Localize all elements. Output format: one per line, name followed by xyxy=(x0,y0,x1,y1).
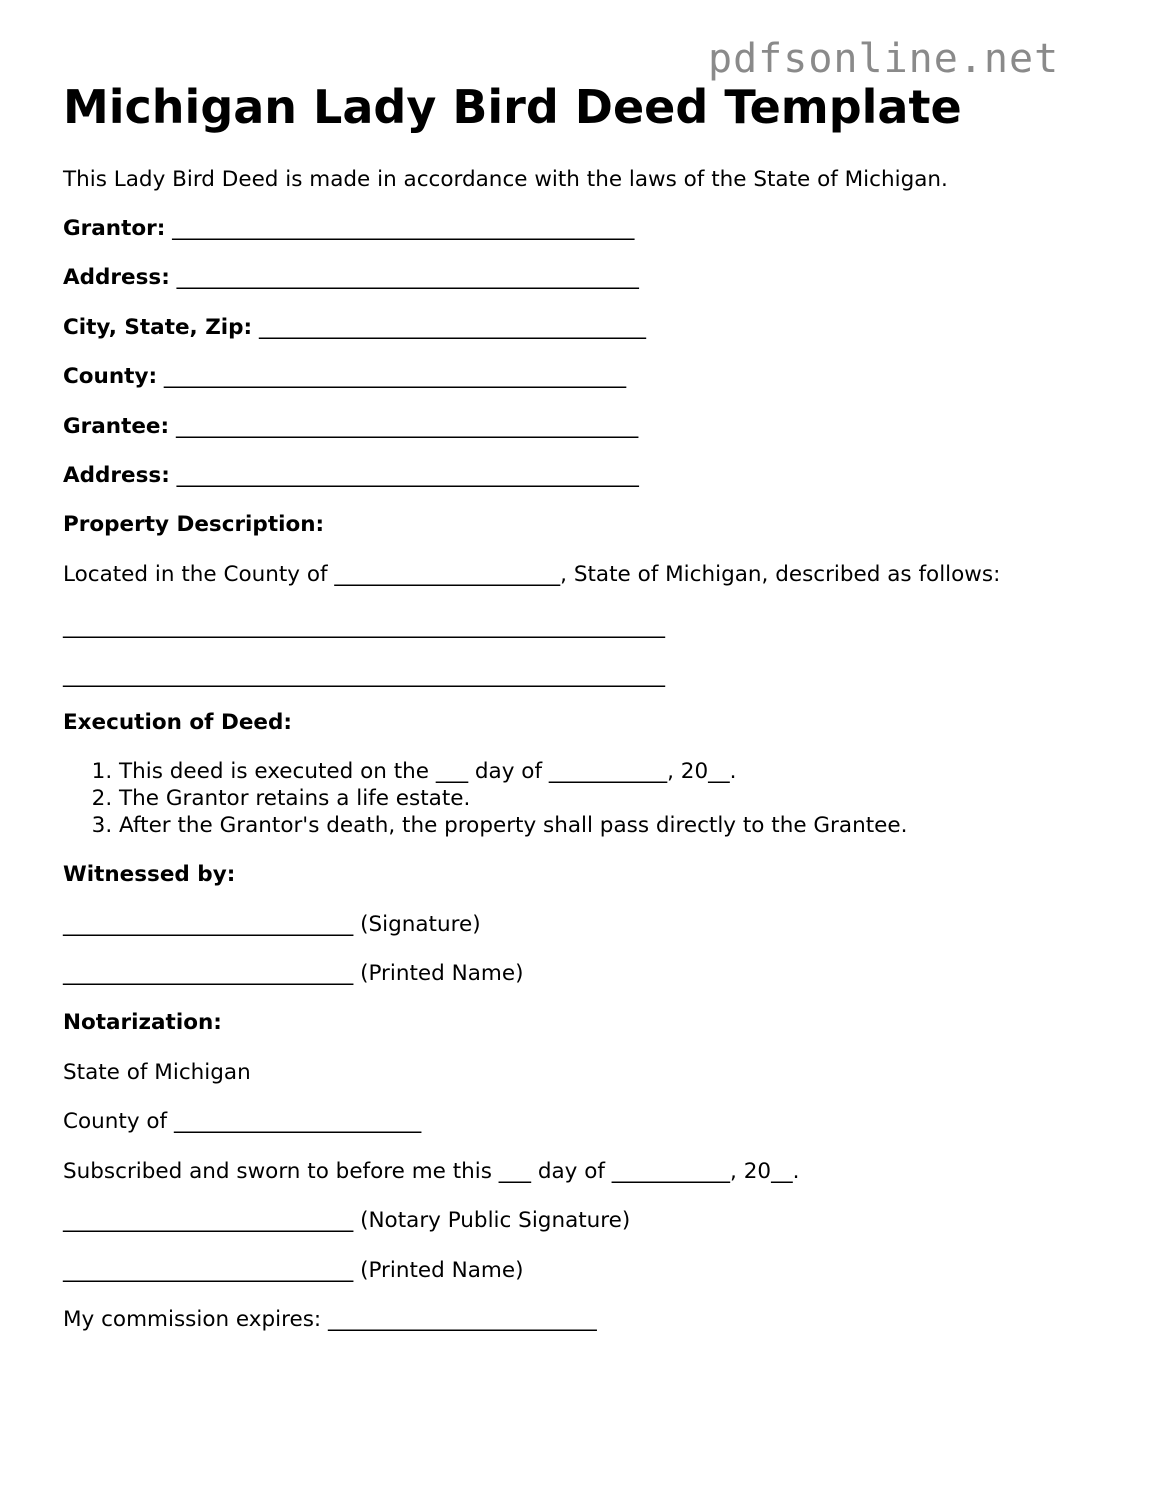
grantor-label: Grantor: xyxy=(63,216,166,241)
grantor-address-blank[interactable]: ___________________________________________ xyxy=(176,265,639,290)
county-blank[interactable]: ___________________________________________ xyxy=(163,364,627,389)
county-field[interactable] xyxy=(63,362,626,392)
commission-expires-line[interactable]: My commission expires: _________________________ xyxy=(63,1307,597,1332)
execution-item-2: 2. The Grantor retains a life estate. xyxy=(119,785,907,812)
grantee-field[interactable] xyxy=(63,412,638,442)
city-state-zip-field[interactable] xyxy=(63,313,646,343)
notary-printed-name-line[interactable]: ___________________________ (Printed Name) xyxy=(63,1258,524,1283)
property-located-text[interactable]: Located in the County of _____________________, State of Michigan, described as follows: xyxy=(63,562,1001,587)
execution-item-3: 3. After the Grantor's death, the property shall pass directly to the Grantee. xyxy=(119,812,907,839)
city-state-zip-blank[interactable]: ____________________________________ xyxy=(259,315,646,340)
execution-heading: Execution of Deed: xyxy=(63,710,293,735)
execution-item-1[interactable]: 1. This deed is executed on the ___ day of ___________, 20__. xyxy=(119,758,907,785)
property-description-heading: Property Description: xyxy=(63,512,325,537)
property-blank-line-2[interactable]: ________________________________________________________ xyxy=(63,663,665,688)
notary-signature-line[interactable]: ___________________________ (Notary Public Signature) xyxy=(63,1208,631,1233)
city-state-zip-label: City, State, Zip: xyxy=(63,315,253,340)
notary-sworn-line[interactable]: Subscribed and sworn to before me this ___ day of ___________, 20__. xyxy=(63,1159,800,1184)
county-label: County: xyxy=(63,364,158,389)
grantee-label: Grantee: xyxy=(63,414,170,439)
property-blank-line-1[interactable]: ________________________________________________________ xyxy=(63,614,665,639)
intro-text: This Lady Bird Deed is made in accordance with the laws of the State of Michigan. xyxy=(63,167,948,192)
notarization-heading: Notarization: xyxy=(63,1010,222,1035)
witness-printed-name-line[interactable]: ___________________________ (Printed Name) xyxy=(63,961,524,986)
grantee-address-field[interactable] xyxy=(63,461,639,491)
notary-state-text: State of Michigan xyxy=(63,1060,251,1085)
grantee-address-blank[interactable]: ___________________________________________ xyxy=(176,463,639,488)
grantor-address-label: Address: xyxy=(63,265,170,290)
grantor-field[interactable] xyxy=(63,214,634,244)
witness-heading: Witnessed by: xyxy=(63,862,236,887)
execution-list xyxy=(63,758,907,839)
grantee-address-label: Address: xyxy=(63,463,170,488)
notary-county-line[interactable]: County of _______________________ xyxy=(63,1109,422,1134)
grantor-address-field[interactable] xyxy=(63,263,639,293)
watermark: pdfsonline.net xyxy=(708,36,1060,82)
page-title: Michigan Lady Bird Deed Template xyxy=(63,80,962,134)
grantee-blank[interactable]: ___________________________________________ xyxy=(175,414,639,439)
grantor-blank[interactable]: ___________________________________________ xyxy=(172,216,635,241)
witness-signature-line[interactable]: ___________________________ (Signature) xyxy=(63,912,481,937)
